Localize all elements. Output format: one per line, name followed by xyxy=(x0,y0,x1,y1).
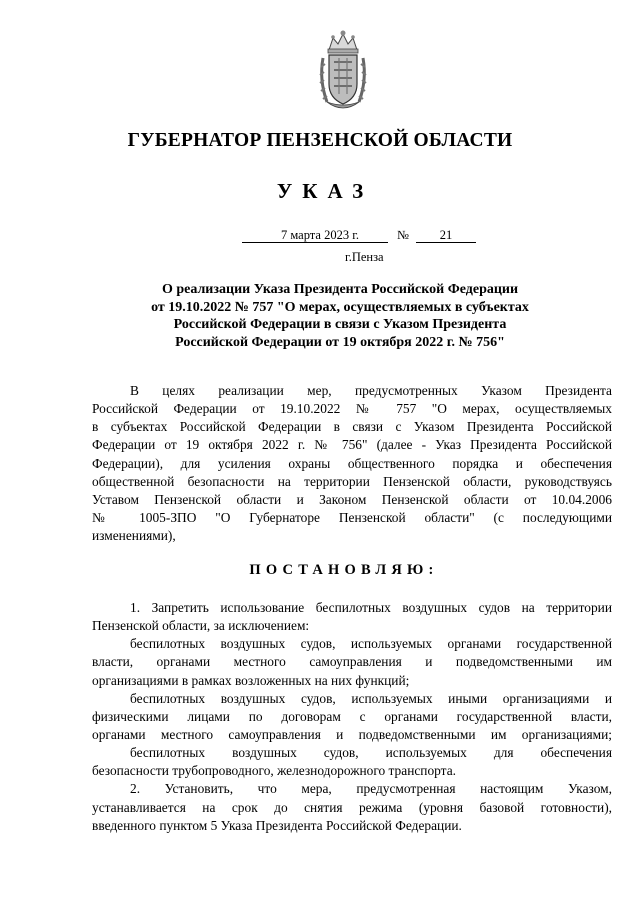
preamble-line: Федерации), для усиления охраны общественного порядка и обеспечения xyxy=(92,455,612,471)
document-number: 21 xyxy=(416,228,476,243)
preamble-line: в субъектах Российской Федерации в связи с Указом Президента Российской xyxy=(92,419,612,435)
body-line: беспилотных воздушных судов, используемых для обеспечения xyxy=(130,745,612,761)
body-line: Пензенской области, за исключением: xyxy=(92,618,310,634)
preamble-line: № 1005-ЗПО "О Губернаторе Пензенской области" (с последующими xyxy=(92,509,612,525)
preamble-line: Федерации от 19 октября 2022 г. № 756" (далее - Указ Президента Российской xyxy=(92,437,612,453)
preamble-paragraph xyxy=(92,382,612,545)
document-title xyxy=(120,281,560,351)
body-line: беспилотных воздушных судов, используемых иными организациями и xyxy=(130,690,612,706)
decree-heading: ПОСТАНОВЛЯЮ: xyxy=(249,562,439,578)
body-line: беспилотных воздушных судов, используемых органами государственной xyxy=(130,636,612,652)
preamble-line: общественной безопасности на территории Пензенской области, руководствуясь xyxy=(92,473,612,489)
title-line: Российской Федерации в связи с Указом Президента xyxy=(173,317,507,332)
preamble-line: В целях реализации мер, предусмотренных Указом Президента xyxy=(130,383,612,398)
coat-of-arms-icon xyxy=(317,28,369,114)
body-line: безопасности трубопроводного, железнодорожного транспорта. xyxy=(92,763,456,779)
document-city: г.Пенза xyxy=(345,250,384,264)
decree-body xyxy=(92,599,612,835)
document-date: 7 марта 2023 г. xyxy=(242,228,388,243)
body-line: организациями в рамках возложенных на них функций; xyxy=(92,672,410,688)
preamble-line: изменениями), xyxy=(92,528,176,544)
preamble-line: Уставом Пензенской области и Законом Пензенской области от 10.04.2006 xyxy=(92,491,612,507)
body-line: власти, органами местного самоуправления и подведомственными им xyxy=(92,654,612,670)
issuing-authority: ГУБЕРНАТОР ПЕНЗЕНСКОЙ ОБЛАСТИ xyxy=(127,130,513,151)
title-line: Российской Федерации от 19 октября 2022 г. № 756" xyxy=(175,334,505,350)
body-line: 1. Запретить использование беспилотных воздушных судов на территории xyxy=(130,600,612,615)
title-line: от 19.10.2022 № 757 "О мерах, осуществляемых в субъектах xyxy=(151,299,529,315)
body-line: физическими лицами по договорам с органами государственной власти, xyxy=(92,708,612,724)
body-line: введенного пунктом 5 Указа Президента Российской Федерации. xyxy=(92,817,462,833)
number-sign: № xyxy=(397,228,409,242)
preamble-line: Российской Федерации от 19.10.2022 № 757 "О мерах, осуществляемых xyxy=(92,401,612,417)
body-line: устанавливается на срок до снятия режима (уровня базовой готовности), xyxy=(92,799,612,815)
body-line: 2. Установить, что мера, предусмотренная настоящим Указом, xyxy=(130,781,612,797)
title-line: О реализации Указа Президента Российской Федерации xyxy=(161,282,519,297)
body-line: органами местного самоуправления и подведомственными им организациями; xyxy=(92,726,612,742)
document-type: УКАЗ xyxy=(276,179,374,203)
